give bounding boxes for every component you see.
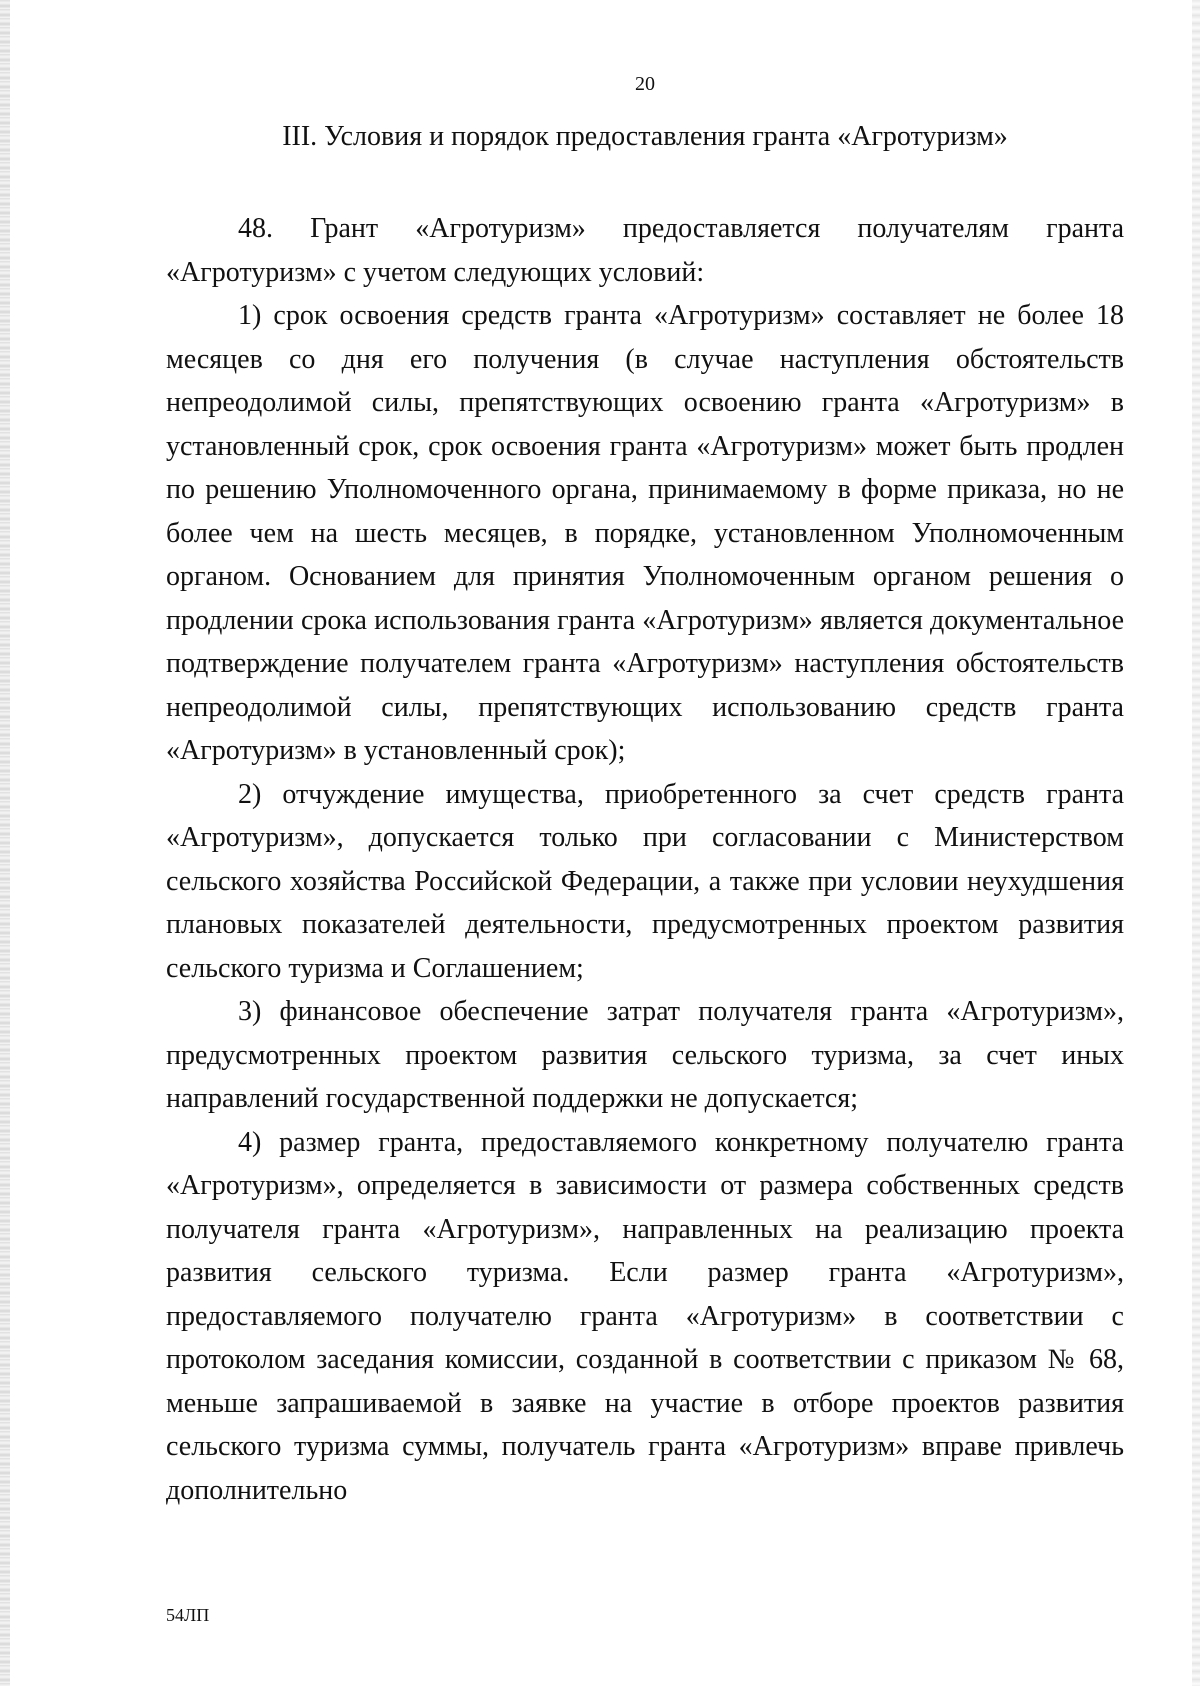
paragraph-48: 48. Грант «Агротуризм» предоставляется получателям гранта «Агротуризм» с учетом следующих условий: — [166, 213, 1124, 288]
section-title: III. Условия и порядок предоставления гранта «Агротуризм» — [282, 121, 1008, 152]
paragraph-item-4: 4) размер гранта, предоставляемого конкретному получателю гранта «Агротуризм», определяется в зависимости от размера собственных средств получателя гранта «Агротуризм», направленных на реализацию проекта развития сельского туризма. Если размер гранта «Агротуризм», предоставляемого получателю гранта «Агротуризм» в соответствии с протоколом заседания комиссии, созданной в соответствии с приказом № 68, меньше запрашиваемой в заявке на участие в отборе проектов развития сельского туризма суммы, получатель гранта «Агротуризм» вправе привлечь дополнительно — [166, 1126, 1124, 1506]
paragraph-item-2: 2) отчуждение имущества, приобретенного за счет средств гранта «Агротуризм», допускается только при согласовании с Министерством сельского хозяйства Российской Федерации, а также при условии неухудшения плановых показателей деятельности, предусмотренных проектом развития сельского туризма и Соглашением; — [166, 778, 1124, 984]
paragraph-item-3: 3) финансовое обеспечение затрат получателя гранта «Агротуризм», предусмотренных проектом развития сельского туризма, за счет иных направлений государственной поддержки не допускается; — [166, 996, 1124, 1114]
document-body — [166, 207, 1124, 1512]
page-number: 20 — [635, 73, 655, 95]
scan-edge-left — [0, 0, 10, 1686]
footer-document-code: 54ЛП — [166, 1605, 210, 1625]
scan-edge-right — [1192, 0, 1200, 1686]
paragraph-item-1: 1) срок освоения средств гранта «Агротуризм» составляет не более 18 месяцев со дня его получения (в случае наступления обстоятельств непреодолимой силы, препятствующих освоению гранта «Агротуризм» в установленный срок, срок освоения гранта «Агротуризм» может быть продлен по решению Уполномоченного органа, принимаемому в форме приказа, но не более чем на шесть месяцев, в порядке, установленном Уполномоченным органом. Основанием для принятия Уполномоченным органом решения о продлении срока использования гранта «Агротуризм» является документальное подтверждение получателем гранта «Агротуризм» наступления обстоятельств непреодолимой силы, препятствующих использованию средств гранта «Агротуризм» в установленный срок); — [166, 300, 1124, 766]
